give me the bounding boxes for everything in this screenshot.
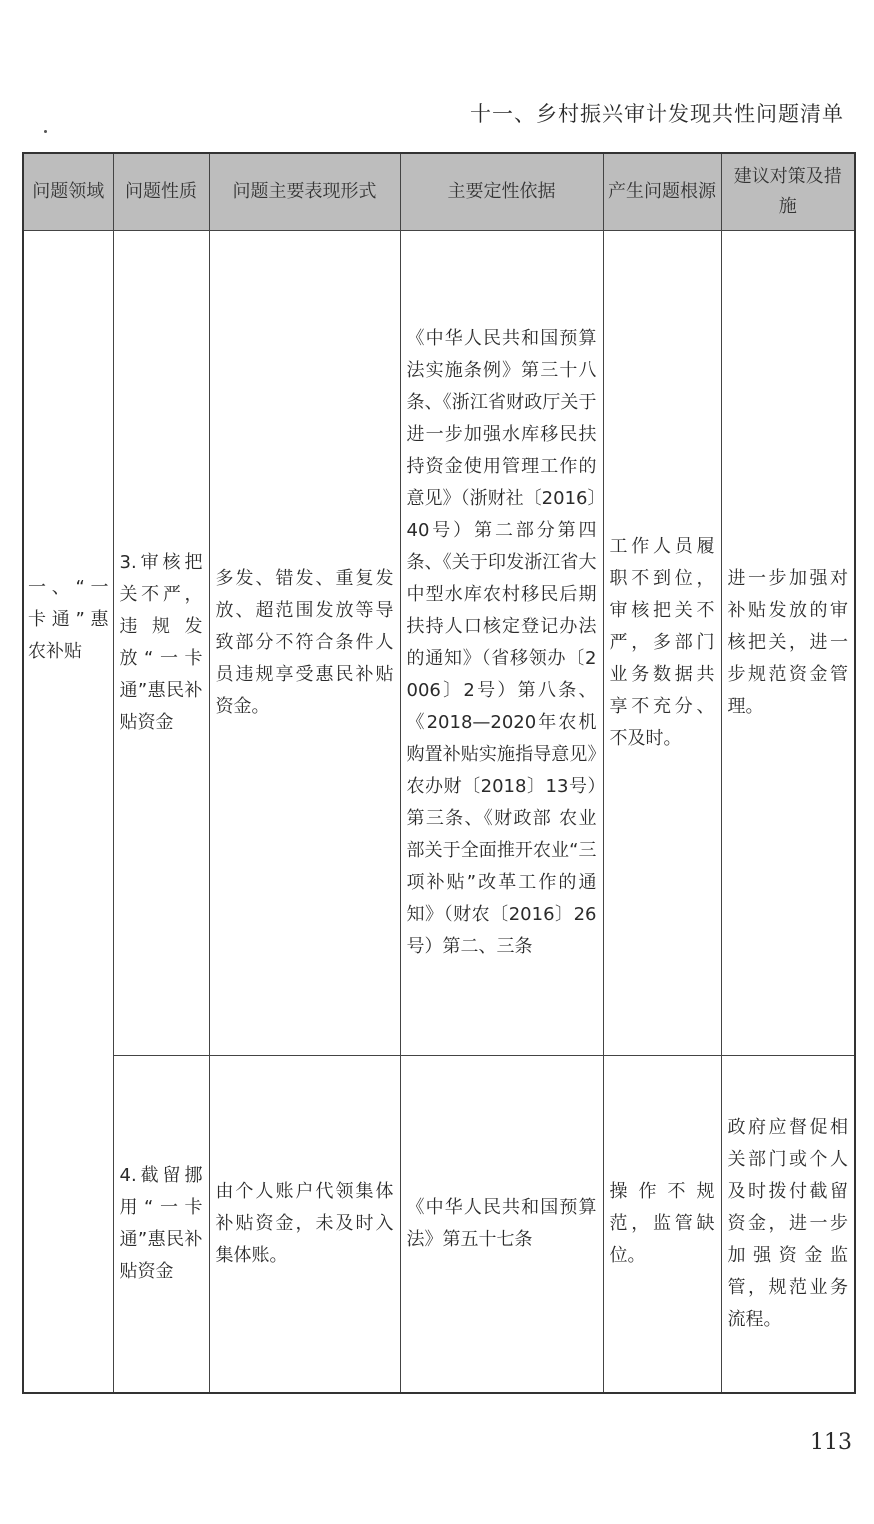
header-source: 产生问题根源 [603,153,721,231]
basis-cell: 《中华人民共和国预算法》第五十七条 [400,1056,603,1394]
running-header: 十一、乡村振兴审计发现共性问题清单 [470,102,844,126]
basis-cell: 《中华人民共和国预算法实施条例》第三十八条、《浙江省财政厅关于进一步加强水库移民扶持资金使用管理工作的意见》（浙财社〔2016〕40号）第二部分第四条、《关于印发浙江省大中型水库农村移民后期扶持人口核定登记办法的通知》（省移领办〔2006〕2号）第八条、《2018—2020年农机购置补贴实施指导意见》农办财〔2018〕13号）第三条、《财政部 农业部关于全面推开农业“三项补贴”改革工作的通知》（财农〔2016〕26号）第二、三条 [400,231,603,1056]
header-manifestation: 问题主要表现形式 [209,153,400,231]
page-number: 113 [810,1430,852,1455]
header-domain: 问题领域 [23,153,113,231]
audit-issue-table [22,152,856,1394]
header-basis: 主要定性依据 [400,153,603,231]
nature-cell: 3.审核把关不严，违规发放“一卡通”惠民补贴资金 [113,231,209,1056]
margin-dot [44,130,47,133]
source-cell: 操作不规范，监管缺位。 [603,1056,721,1394]
measures-cell: 政府应督促相关部门或个人及时拨付截留资金，进一步加强资金监管，规范业务流程。 [721,1056,855,1394]
nature-cell: 4.截留挪用“一卡通”惠民补贴资金 [113,1056,209,1394]
manifestation-cell: 多发、错发、重复发放、超范围发放等导致部分不符合条件人员违规享受惠民补贴资金。 [209,231,400,1056]
table-header-row [23,153,855,231]
header-measures: 建议对策及措施 [721,153,855,231]
table-row [23,1056,855,1394]
measures-cell: 进一步加强对补贴发放的审核把关，进一步规范资金管理。 [721,231,855,1056]
domain-cell: 一、“一卡通”惠农补贴 [23,231,113,1394]
table-row [23,231,855,1056]
header-nature: 问题性质 [113,153,209,231]
manifestation-cell: 由个人账户代领集体补贴资金，未及时入集体账。 [209,1056,400,1394]
source-cell: 工作人员履职不到位，审核把关不严，多部门业务数据共享不充分、不及时。 [603,231,721,1056]
